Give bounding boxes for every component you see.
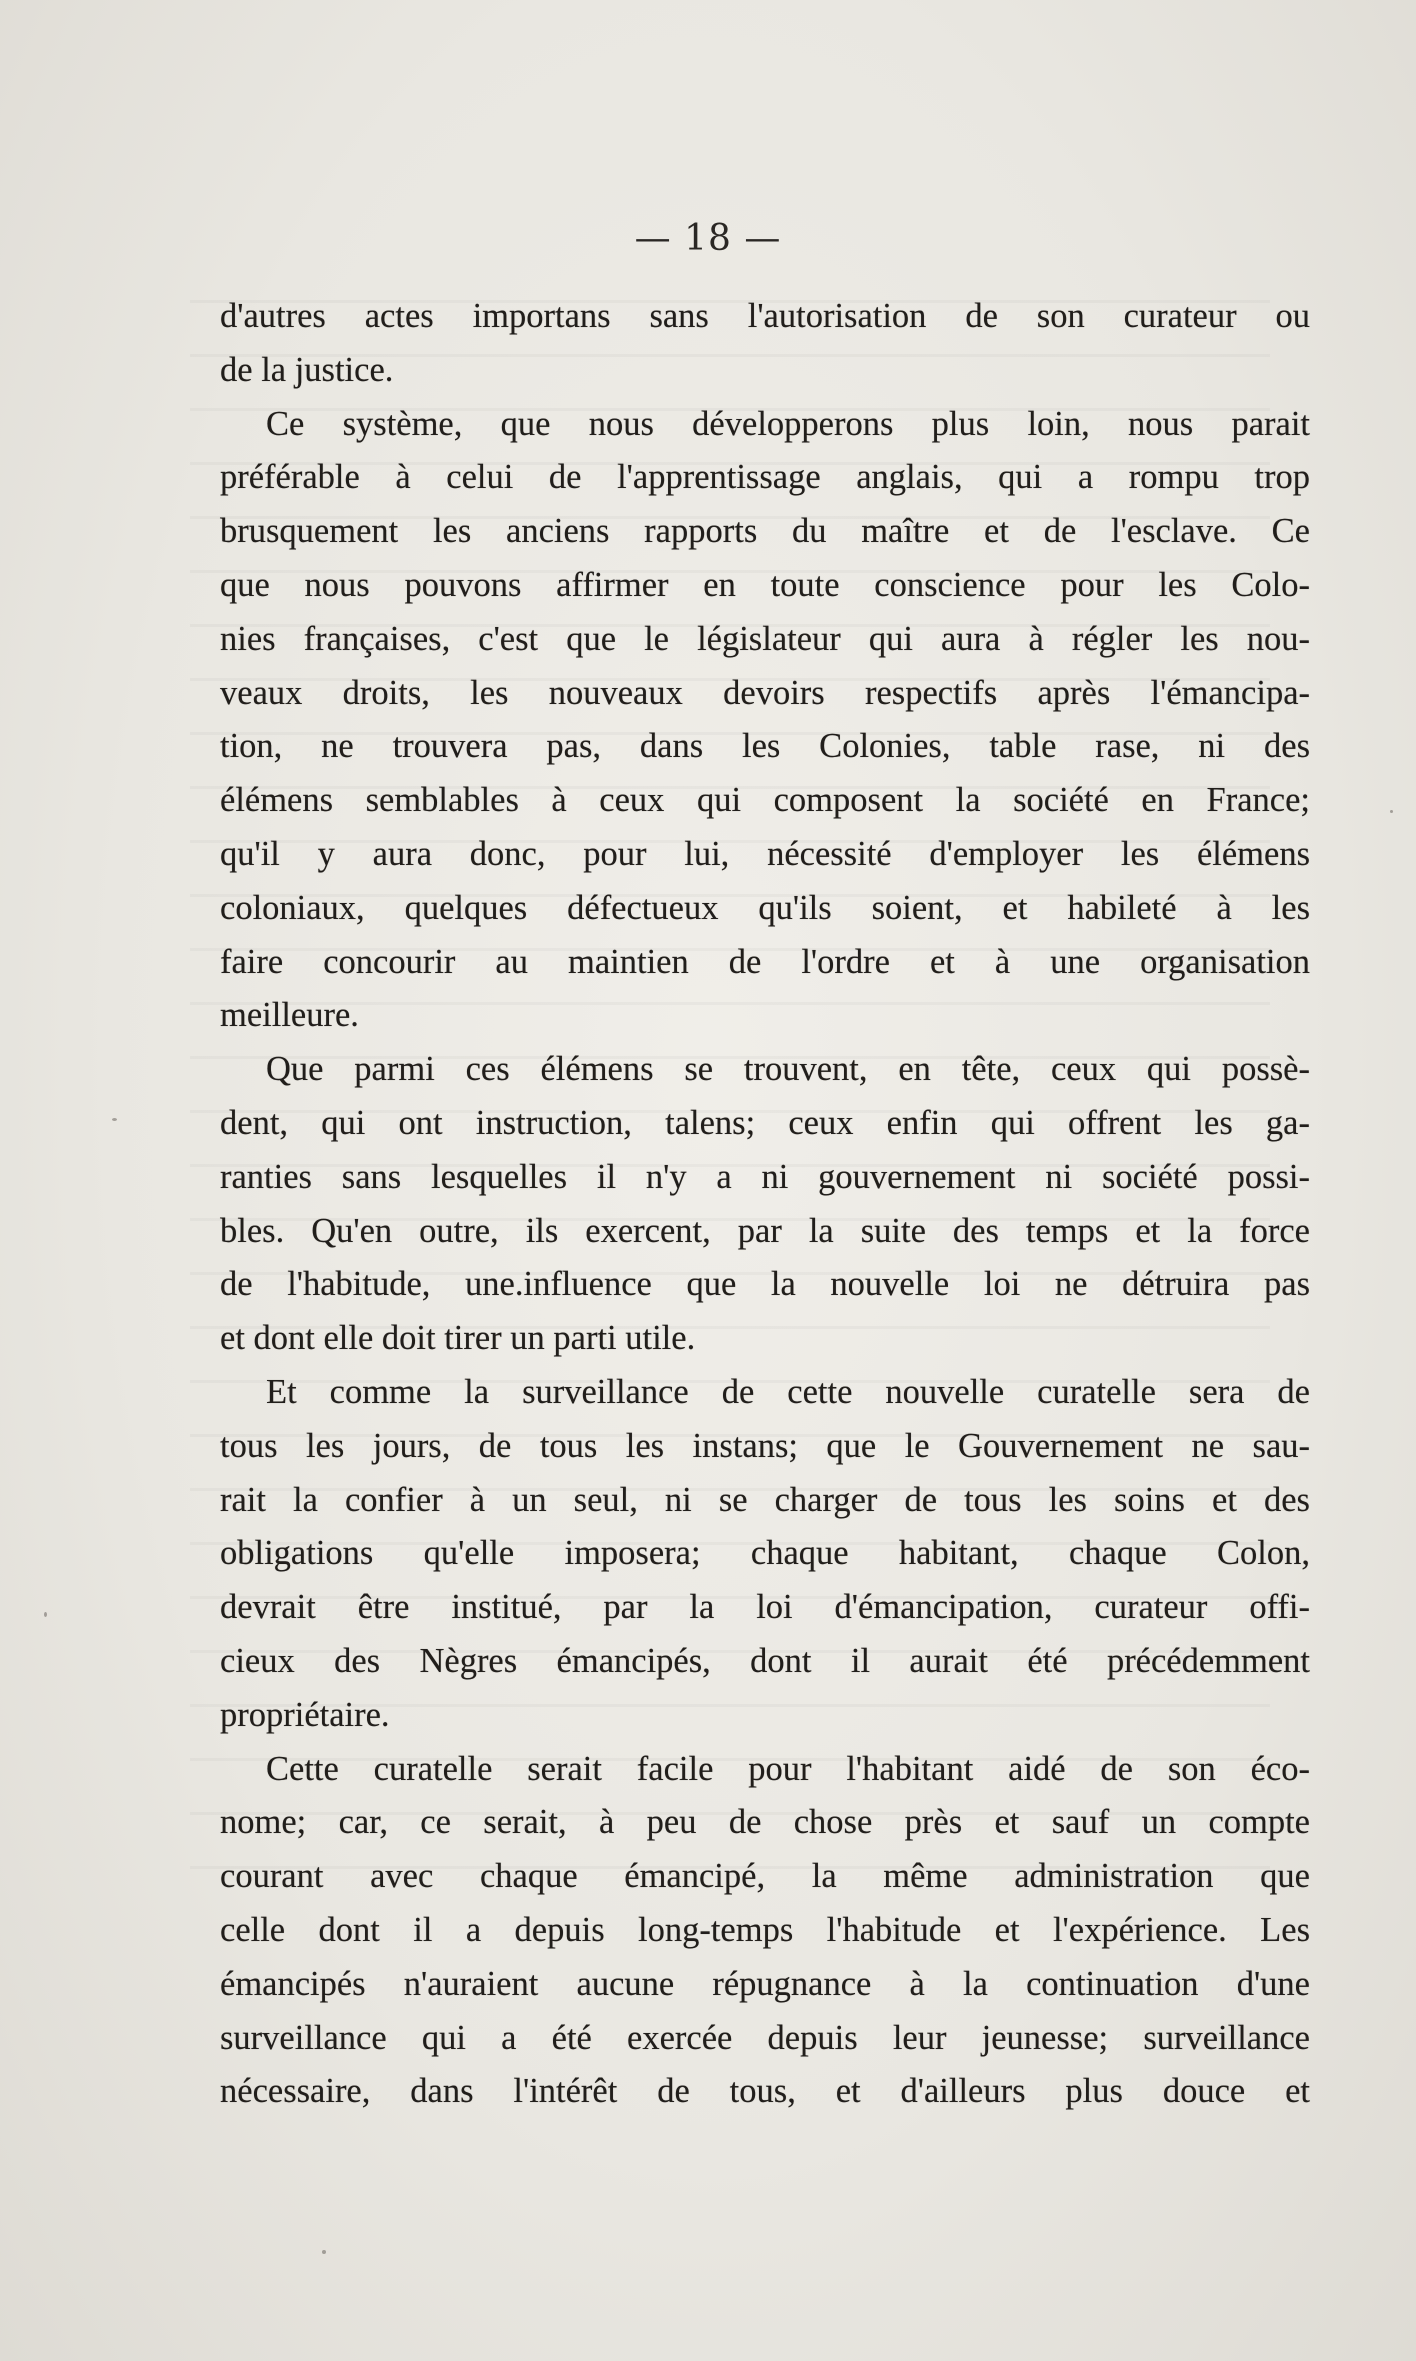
paper-speck (112, 1118, 117, 1121)
text-line: tous les jours, de tous les instans; que le Gouvernement ne sau- (220, 1426, 1310, 1465)
text-line: qu'il y aura donc, pour lui, nécessité d'employer les élémens (220, 834, 1310, 873)
text-line: Cette curatelle serait facile pour l'habitant aidé de son éco- (266, 1749, 1310, 1788)
text-line: que nous pouvons affirmer en toute conscience pour les Colo- (220, 565, 1310, 604)
text-line: bles. Qu'en outre, ils exercent, par la suite des temps et la force (220, 1211, 1310, 1250)
text-line: propriétaire. (220, 1695, 390, 1734)
text-line: Que parmi ces élémens se trouvent, en tête, ceux qui possè- (266, 1050, 1310, 1089)
text-line: dent, qui ont instruction, talens; ceux enfin qui offrent les ga- (220, 1103, 1310, 1142)
text-line: cieux des Nègres émancipés, dont il aurait été précédemment (220, 1641, 1310, 1680)
paper-speck (1390, 810, 1393, 813)
text-line: et dont elle doit tirer un parti utile. (220, 1319, 696, 1358)
text-line: veaux droits, les nouveaux devoirs respectifs après l'émancipa- (220, 673, 1310, 712)
text-line: d'autres actes importans sans l'autorisation de son curateur ou (220, 297, 1310, 335)
text-line: ranties sans lesquelles il n'y a ni gouvernement ni société possi- (220, 1157, 1310, 1196)
text-line: de l'habitude, une.influence que la nouvelle loi ne détruira pas (220, 1265, 1310, 1304)
text-line: tion, ne trouvera pas, dans les Colonies, table rase, ni des (220, 727, 1310, 766)
text-line: Ce système, que nous développerons plus loin, nous parait (266, 404, 1310, 443)
text-line: de la justice. (220, 350, 394, 389)
text-line: celle dont il a depuis long-temps l'habitude et l'expérience. Les (220, 1910, 1310, 1949)
text-line: préférable à celui de l'apprentissage anglais, qui a rompu trop (220, 458, 1310, 497)
text-line: surveillance qui a été exercée depuis leur jeunesse; surveillance (220, 2018, 1310, 2057)
text-line: rait la confier à un seul, ni se charger de tous les soins et des (220, 1480, 1310, 1519)
text-line: faire concourir au maintien de l'ordre et à une organisation (220, 942, 1310, 981)
text-line: émancipés n'auraient aucune répugnance à la continuation d'une (220, 1964, 1310, 2003)
text-line: élémens semblables à ceux qui composent la société en France; (220, 781, 1310, 820)
body-text (220, 290, 1310, 2119)
text-line: meilleure. (220, 996, 359, 1035)
text-line: nécessaire, dans l'intérêt de tous, et d'ailleurs plus douce et (220, 2072, 1310, 2111)
text-line: nies françaises, c'est que le législateur qui aura à régler les nou- (220, 619, 1310, 658)
text-line: obligations qu'elle imposera; chaque habitant, chaque Colon, (220, 1534, 1310, 1573)
text-line: coloniaux, quelques défectueux qu'ils soient, et habileté à les (220, 888, 1310, 927)
paper-speck (44, 1612, 47, 1617)
text-line: devrait être institué, par la loi d'émancipation, curateur offi- (220, 1588, 1310, 1627)
paper-speck (322, 2250, 326, 2254)
text-line: brusquement les anciens rapports du maître et de l'esclave. Ce (220, 512, 1310, 551)
text-line: nome; car, ce serait, à peu de chose près et sauf un compte (220, 1803, 1310, 1842)
page-number: — 18 — (634, 218, 782, 259)
text-line: Et comme la surveillance de cette nouvelle curatelle sera de (266, 1372, 1310, 1411)
text-line: courant avec chaque émancipé, la même administration que (220, 1857, 1310, 1896)
